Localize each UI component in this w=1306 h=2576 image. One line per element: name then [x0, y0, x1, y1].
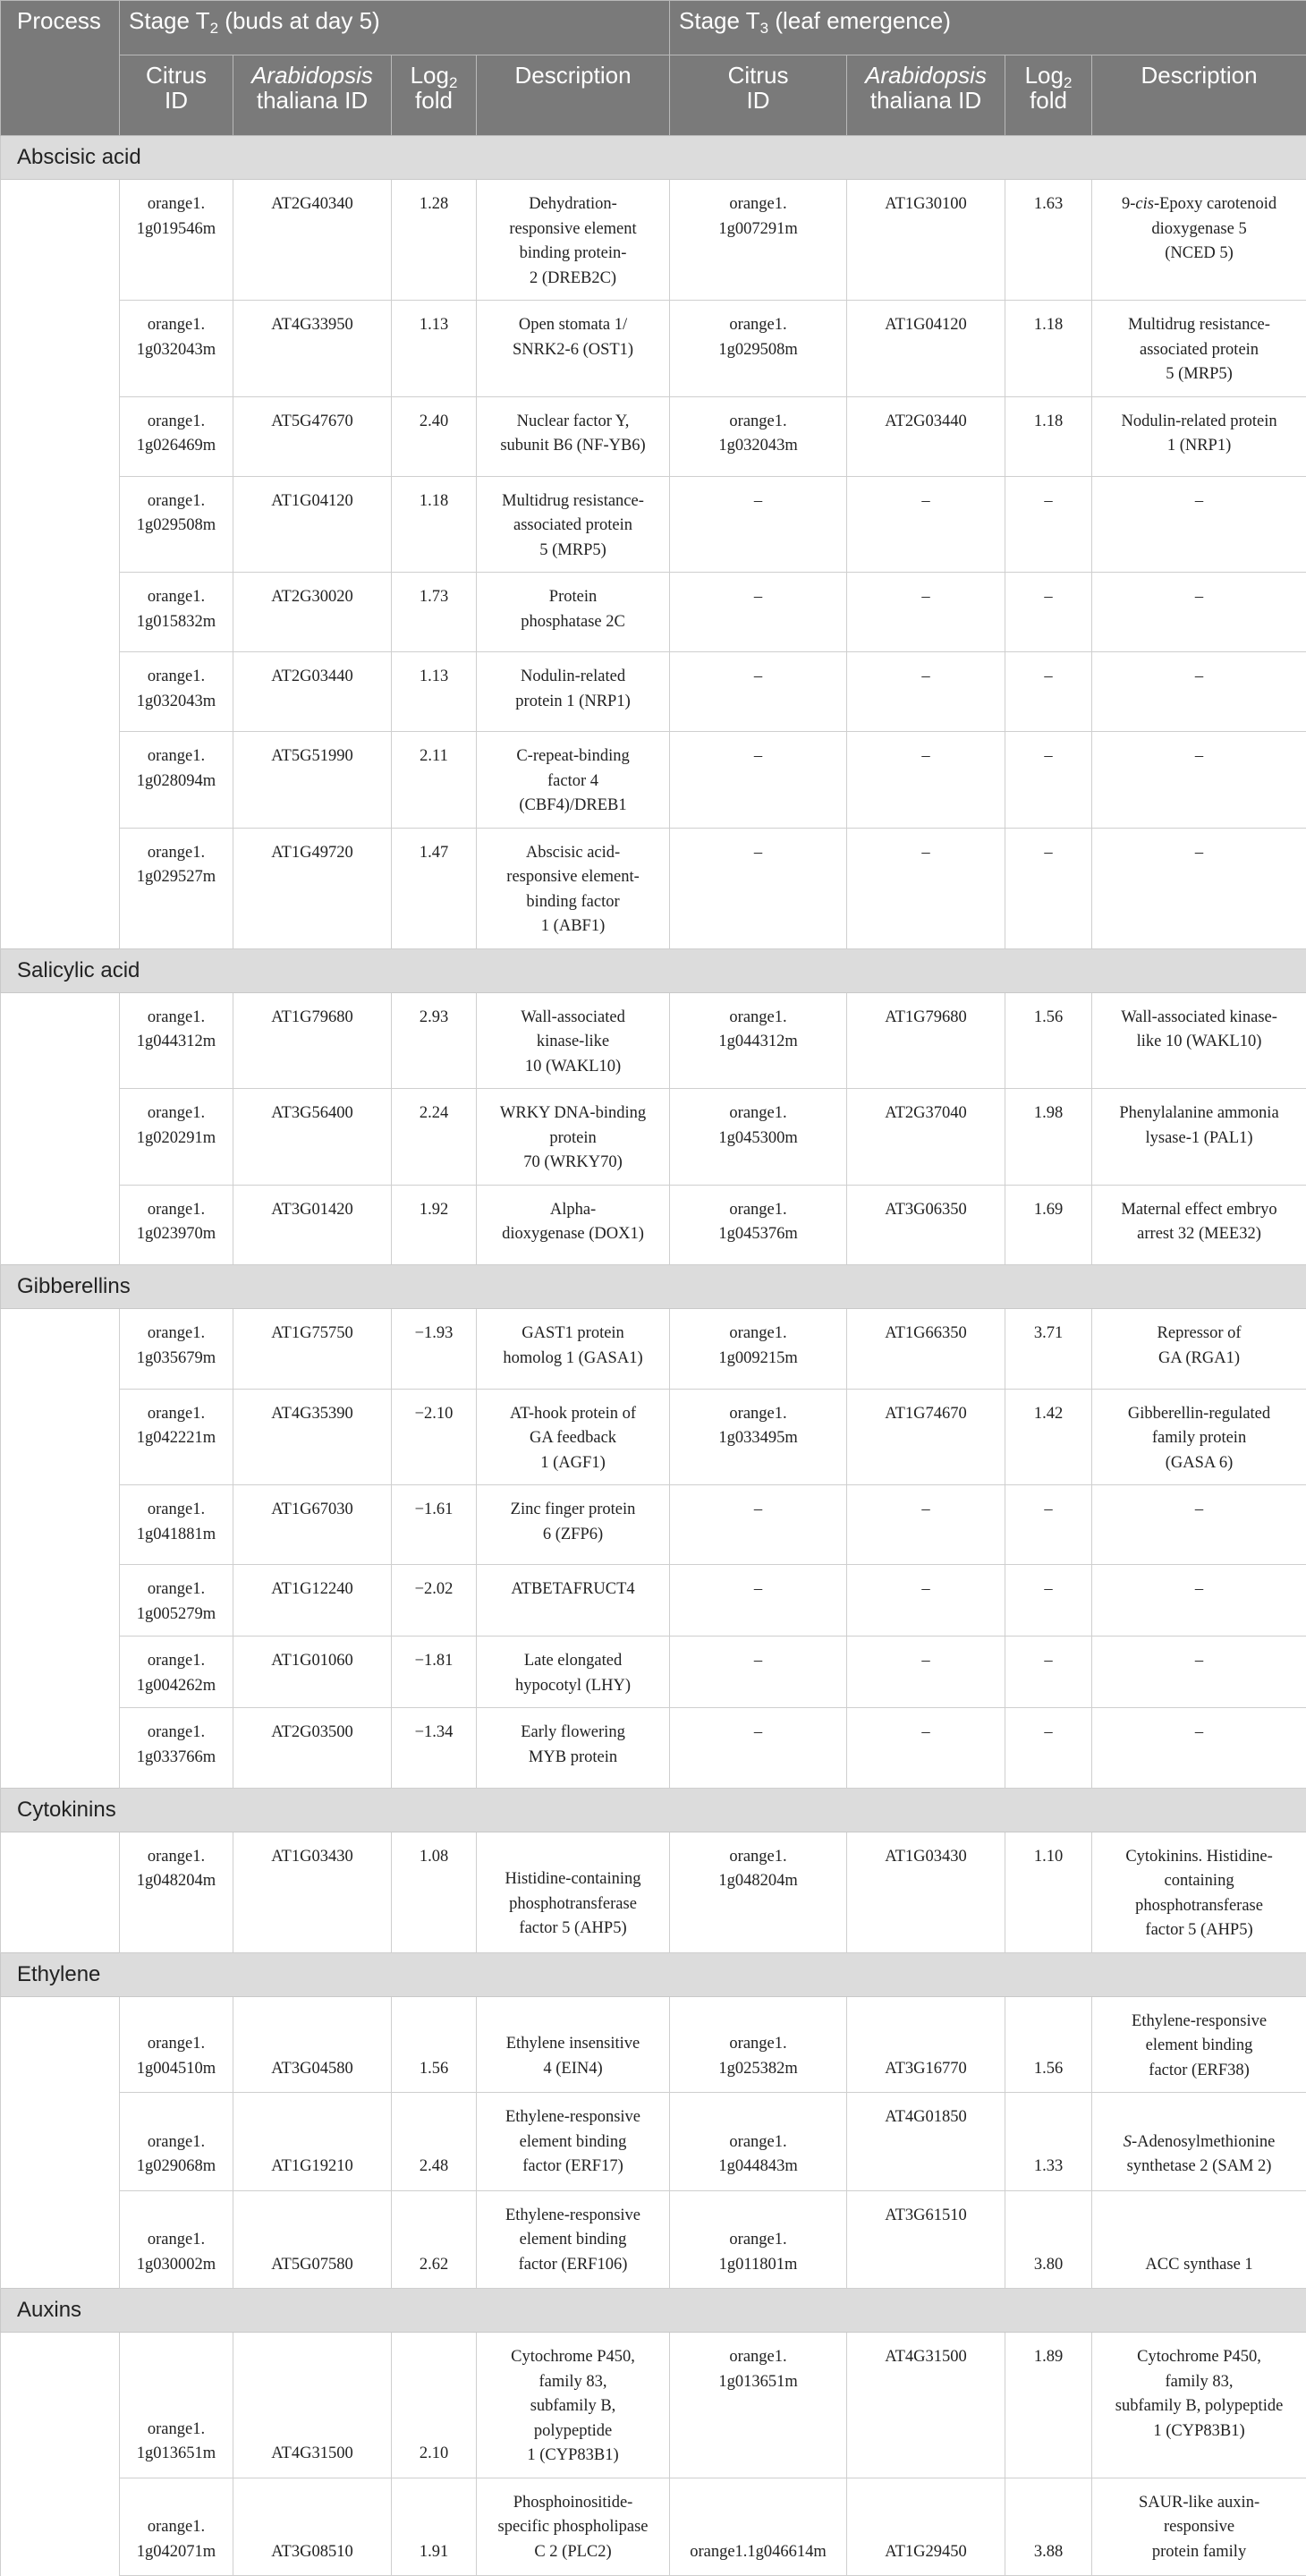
cell-log2-fold-t3: 1.56	[1005, 992, 1092, 1089]
table-body	[1, 136, 1306, 2576]
cell-citrus-id-t2: orange1. 1g029068m	[120, 2093, 233, 2191]
cell-arabidopsis-id-t3: –	[847, 1565, 1005, 1637]
cell-description-t2: GAST1 protein homolog 1 (GASA1)	[477, 1309, 670, 1390]
cell-citrus-id-t3: –	[670, 1637, 847, 1708]
cell-citrus-id-t2: orange1. 1g004510m	[120, 1996, 233, 2093]
cell-log2-fold-t2: 1.28	[392, 180, 477, 301]
cell-citrus-id-t3: –	[670, 828, 847, 948]
cell-log2-fold-t2: 1.92	[392, 1185, 477, 1265]
section-ck	[1, 1788, 1306, 1832]
cell-citrus-id-t2: orange1. 1g004262m	[120, 1637, 233, 1708]
cell-description-t2: Cytochrome P450, family 83, subfamily B, polypeptide 1 (CYP83B1)	[477, 2333, 670, 2478]
cell-log2-fold-t2: 2.10	[392, 2333, 477, 2478]
cell-log2-fold-t3: –	[1005, 476, 1092, 573]
cell-arabidopsis-id-t3: AT1G66350	[847, 1309, 1005, 1390]
cell-arabidopsis-id-t2: AT3G56400	[233, 1089, 392, 1186]
cell-log2-fold-t3: 1.33	[1005, 2093, 1092, 2191]
cell-citrus-id-t3: orange1. 1g045300m	[670, 1089, 847, 1186]
cell-description-t2: WRKY DNA-binding protein 70 (WRKY70)	[477, 1089, 670, 1186]
cell-arabidopsis-id-t2: AT5G07580	[233, 2190, 392, 2289]
cell-arabidopsis-id-t2: AT3G04580	[233, 1996, 392, 2093]
process-cell	[1, 1389, 120, 1485]
table-row	[1, 2333, 1306, 2478]
table-row	[1, 2190, 1306, 2289]
cell-description-t2: Nodulin-related protein 1 (NRP1)	[477, 652, 670, 732]
cell-log2-fold-t2: 1.73	[392, 573, 477, 652]
cell-citrus-id-t2: orange1. 1g020291m	[120, 1089, 233, 1186]
table-row	[1, 1832, 1306, 1952]
section-aux	[1, 2289, 1306, 2333]
cell-description-t2: Ethylene insensitive 4 (EIN4)	[477, 1996, 670, 2093]
section-aba	[1, 136, 1306, 180]
cell-citrus-id-t2: orange1. 1g029508m	[120, 476, 233, 573]
header-process: Process	[1, 1, 120, 136]
cell-description-t2: Protein phosphatase 2C	[477, 573, 670, 652]
cell-citrus-id-t2: orange1. 1g019546m	[120, 180, 233, 301]
cell-citrus-id-t3: orange1. 1g009215m	[670, 1309, 847, 1390]
cell-arabidopsis-id-t3: AT3G06350	[847, 1185, 1005, 1265]
cell-citrus-id-t3: orange1. 1g044312m	[670, 992, 847, 1089]
cell-log2-fold-t2: 2.40	[392, 396, 477, 476]
cell-description-t2: Abscisic acid- responsive element- binding factor 1 (ABF1)	[477, 828, 670, 948]
cell-log2-fold-t3: –	[1005, 652, 1092, 732]
cell-citrus-id-t3: –	[670, 1708, 847, 1789]
cell-arabidopsis-id-t3: AT3G16770	[847, 1996, 1005, 2093]
cell-description-t3: –	[1092, 828, 1306, 948]
cell-description-t2: Multidrug resistance- associated protein 5 (MRP5)	[477, 476, 670, 573]
cell-arabidopsis-id-t2: AT2G03440	[233, 652, 392, 732]
cell-description-t3: –	[1092, 1565, 1306, 1637]
cell-citrus-id-t2: orange1. 1g023970m	[120, 1185, 233, 1265]
process-cell	[1, 2478, 120, 2576]
table-row	[1, 301, 1306, 397]
cell-description-t3: –	[1092, 1637, 1306, 1708]
process-cell	[1, 573, 120, 652]
cell-citrus-id-t3: orange1. 1g033495m	[670, 1389, 847, 1485]
cell-citrus-id-t2: orange1. 1g030002m	[120, 2190, 233, 2289]
section-label: Cytokinins	[1, 1788, 1306, 1832]
cell-log2-fold-t2: 1.18	[392, 476, 477, 573]
cell-description-t3: Ethylene-responsive element binding factor (ERF38)	[1092, 1996, 1306, 2093]
cell-arabidopsis-id-t2: AT1G79680	[233, 992, 392, 1089]
cell-log2-fold-t3: 1.18	[1005, 396, 1092, 476]
cell-description-t2: AT-hook protein of GA feedback 1 (AGF1)	[477, 1389, 670, 1485]
cell-citrus-id-t3: orange1. 1g048204m	[670, 1832, 847, 1952]
cell-description-t3: Cytokinins. Histidine- containing phosphotransferase factor 5 (AHP5)	[1092, 1832, 1306, 1952]
cell-arabidopsis-id-t3: AT3G61510	[847, 2190, 1005, 2289]
cell-citrus-id-t3: –	[670, 476, 847, 573]
cell-log2-fold-t2: 2.48	[392, 2093, 477, 2191]
cell-log2-fold-t2: 1.13	[392, 652, 477, 732]
table-row	[1, 1309, 1306, 1390]
cell-arabidopsis-id-t2: AT2G03500	[233, 1708, 392, 1789]
table-row	[1, 573, 1306, 652]
cell-description-t2: Ethylene-responsive element binding factor (ERF17)	[477, 2093, 670, 2191]
cell-arabidopsis-id-t3: AT1G03430	[847, 1832, 1005, 1952]
table-header	[1, 1, 1306, 136]
section-label: Salicylic acid	[1, 948, 1306, 992]
table-row	[1, 476, 1306, 573]
cell-description-t3: 9-cis-Epoxy carotenoid dioxygenase 5 (NCED 5)	[1092, 180, 1306, 301]
cell-log2-fold-t2: −2.02	[392, 1565, 477, 1637]
table-row	[1, 1089, 1306, 1186]
cell-description-t3: Wall-associated kinase- like 10 (WAKL10)	[1092, 992, 1306, 1089]
cell-description-t2: C-repeat-binding factor 4 (CBF4)/DREB1	[477, 732, 670, 829]
process-cell	[1, 2093, 120, 2191]
cell-arabidopsis-id-t3: AT1G29450	[847, 2478, 1005, 2576]
cell-log2-fold-t3: –	[1005, 1708, 1092, 1789]
process-cell	[1, 2190, 120, 2289]
cell-citrus-id-t3: –	[670, 1565, 847, 1637]
cell-citrus-id-t2: orange1. 1g033766m	[120, 1708, 233, 1789]
process-cell	[1, 1708, 120, 1789]
table-row	[1, 1565, 1306, 1637]
cell-arabidopsis-id-t3: –	[847, 828, 1005, 948]
cell-arabidopsis-id-t2: AT4G35390	[233, 1389, 392, 1485]
cell-description-t2: ATBETAFRUCT4	[477, 1565, 670, 1637]
cell-log2-fold-t3: –	[1005, 732, 1092, 829]
cell-citrus-id-t3: orange1. 1g044843m	[670, 2093, 847, 2191]
cell-log2-fold-t3: 3.71	[1005, 1309, 1092, 1390]
cell-description-t2: Wall-associated kinase-like 10 (WAKL10)	[477, 992, 670, 1089]
cell-log2-fold-t2: 1.91	[392, 2478, 477, 2576]
cell-arabidopsis-id-t2: AT1G19210	[233, 2093, 392, 2191]
cell-log2-fold-t3: –	[1005, 828, 1092, 948]
table-row	[1, 1996, 1306, 2093]
table-row	[1, 652, 1306, 732]
cell-log2-fold-t3: 1.42	[1005, 1389, 1092, 1485]
cell-citrus-id-t2: orange1. 1g029527m	[120, 828, 233, 948]
cell-arabidopsis-id-t3: –	[847, 732, 1005, 829]
cell-citrus-id-t2: orange1. 1g013651m	[120, 2333, 233, 2478]
cell-arabidopsis-id-t2: AT5G47670	[233, 396, 392, 476]
header-citrus-id-t3: Citrus ID	[670, 55, 847, 136]
cell-description-t3: –	[1092, 1708, 1306, 1789]
cell-citrus-id-t2: orange1. 1g005279m	[120, 1565, 233, 1637]
cell-log2-fold-t3: 1.89	[1005, 2333, 1092, 2478]
cell-description-t3: –	[1092, 476, 1306, 573]
process-cell	[1, 1565, 120, 1637]
header-log2-fold-t2: Log$_2$ fold	[392, 55, 477, 136]
cell-arabidopsis-id-t2: AT4G33950	[233, 301, 392, 397]
cell-arabidopsis-id-t3: AT1G04120	[847, 301, 1005, 397]
section-sa	[1, 948, 1306, 992]
cell-citrus-id-t2: orange1. 1g048204m	[120, 1832, 233, 1952]
header-arabidopsis-id-t3: Arabidopsis thaliana ID	[847, 55, 1005, 136]
cell-description-t3: –	[1092, 1485, 1306, 1565]
cell-arabidopsis-id-t3: AT4G31500	[847, 2333, 1005, 2478]
process-cell	[1, 301, 120, 397]
cell-description-t3: Phenylalanine ammonia lysase-1 (PAL1)	[1092, 1089, 1306, 1186]
process-cell	[1, 652, 120, 732]
cell-arabidopsis-id-t2: AT4G31500	[233, 2333, 392, 2478]
process-cell	[1, 1832, 120, 1952]
table-row	[1, 2093, 1306, 2191]
process-cell	[1, 2333, 120, 2478]
cell-description-t2: Dehydration- responsive element binding protein- 2 (DREB2C)	[477, 180, 670, 301]
header-arabidopsis-id-t2: Arabidopsis thaliana ID	[233, 55, 392, 136]
cell-description-t3: Nodulin-related protein 1 (NRP1)	[1092, 396, 1306, 476]
cell-log2-fold-t2: 2.93	[392, 992, 477, 1089]
cell-description-t2: Alpha- dioxygenase (DOX1)	[477, 1185, 670, 1265]
cell-description-t3: Cytochrome P450, family 83, subfamily B, polypeptide 1 (CYP83B1)	[1092, 2333, 1306, 2478]
cell-description-t3: Maternal effect embryo arrest 32 (MEE32)	[1092, 1185, 1306, 1265]
table-row	[1, 2478, 1306, 2576]
cell-log2-fold-t2: −1.61	[392, 1485, 477, 1565]
cell-citrus-id-t2: orange1. 1g032043m	[120, 301, 233, 397]
cell-log2-fold-t2: −1.81	[392, 1637, 477, 1708]
cell-arabidopsis-id-t3: –	[847, 573, 1005, 652]
cell-description-t2: Late elongated hypocotyl (LHY)	[477, 1637, 670, 1708]
cell-description-t3: –	[1092, 732, 1306, 829]
cell-log2-fold-t3: –	[1005, 1485, 1092, 1565]
cell-arabidopsis-id-t2: AT2G40340	[233, 180, 392, 301]
process-cell	[1, 180, 120, 301]
cell-log2-fold-t2: −2.10	[392, 1389, 477, 1485]
cell-citrus-id-t2: orange1. 1g026469m	[120, 396, 233, 476]
cell-arabidopsis-id-t3: AT1G79680	[847, 992, 1005, 1089]
cell-description-t3: Gibberellin-regulated family protein (GASA 6)	[1092, 1389, 1306, 1485]
cell-log2-fold-t3: 1.56	[1005, 1996, 1092, 2093]
cell-arabidopsis-id-t2: AT1G01060	[233, 1637, 392, 1708]
process-cell	[1, 1309, 120, 1390]
section-label: Auxins	[1, 2289, 1306, 2333]
table-row	[1, 396, 1306, 476]
cell-description-t2: Nuclear factor Y, subunit B6 (NF-YB6)	[477, 396, 670, 476]
cell-log2-fold-t3: –	[1005, 573, 1092, 652]
cell-citrus-id-t3: orange1. 1g013651m	[670, 2333, 847, 2478]
cell-log2-fold-t3: 1.69	[1005, 1185, 1092, 1265]
cell-arabidopsis-id-t3: –	[847, 652, 1005, 732]
cell-log2-fold-t2: 1.13	[392, 301, 477, 397]
cell-log2-fold-t3: –	[1005, 1565, 1092, 1637]
cell-log2-fold-t2: 2.11	[392, 732, 477, 829]
cell-citrus-id-t3: orange1. 1g011801m	[670, 2190, 847, 2289]
cell-description-t2: Ethylene-responsive element binding factor (ERF106)	[477, 2190, 670, 2289]
process-cell	[1, 1089, 120, 1186]
cell-log2-fold-t2: 1.56	[392, 1996, 477, 2093]
cell-citrus-id-t2: orange1. 1g041881m	[120, 1485, 233, 1565]
cell-citrus-id-t3: orange1. 1g032043m	[670, 396, 847, 476]
cell-citrus-id-t2: orange1. 1g032043m	[120, 652, 233, 732]
section-label: Gibberellins	[1, 1265, 1306, 1309]
cell-description-t3: Multidrug resistance- associated protein 5 (MRP5)	[1092, 301, 1306, 397]
cell-log2-fold-t3: 1.63	[1005, 180, 1092, 301]
cell-citrus-id-t2: orange1. 1g035679m	[120, 1309, 233, 1390]
cell-citrus-id-t3: –	[670, 732, 847, 829]
header-stage-t2: Stage $T_2$ (buds at day 5)	[120, 1, 670, 55]
section-label: Ethylene	[1, 1952, 1306, 1996]
cell-citrus-id-t3: orange1. 1g007291m	[670, 180, 847, 301]
cell-citrus-id-t2: orange1. 1g042071m	[120, 2478, 233, 2576]
cell-log2-fold-t3: –	[1005, 1637, 1092, 1708]
cell-log2-fold-t2: 2.62	[392, 2190, 477, 2289]
cell-citrus-id-t3: –	[670, 652, 847, 732]
header-description-t3: Description	[1092, 55, 1306, 136]
cell-arabidopsis-id-t2: AT2G30020	[233, 573, 392, 652]
cell-arabidopsis-id-t3: AT2G37040	[847, 1089, 1005, 1186]
cell-citrus-id-t2: orange1. 1g028094m	[120, 732, 233, 829]
process-cell	[1, 1185, 120, 1265]
cell-arabidopsis-id-t3: –	[847, 476, 1005, 573]
cell-arabidopsis-id-t3: –	[847, 1708, 1005, 1789]
table-row	[1, 1389, 1306, 1485]
table-row	[1, 1185, 1306, 1265]
cell-arabidopsis-id-t2: AT3G01420	[233, 1185, 392, 1265]
table-row	[1, 1708, 1306, 1789]
cell-log2-fold-t2: −1.34	[392, 1708, 477, 1789]
cell-arabidopsis-id-t3: –	[847, 1485, 1005, 1565]
table-row	[1, 992, 1306, 1089]
header-citrus-id-t2: Citrus ID	[120, 55, 233, 136]
cell-arabidopsis-id-t3: AT1G74670	[847, 1389, 1005, 1485]
cell-log2-fold-t3: 1.18	[1005, 301, 1092, 397]
process-cell	[1, 1485, 120, 1565]
cell-arabidopsis-id-t3: AT1G30100	[847, 180, 1005, 301]
cell-arabidopsis-id-t2: AT1G75750	[233, 1309, 392, 1390]
cell-log2-fold-t3: 1.10	[1005, 1832, 1092, 1952]
cell-log2-fold-t2: −1.93	[392, 1309, 477, 1390]
header-log2-fold-t3: Log$_2$ fold	[1005, 55, 1092, 136]
cell-description-t3: –	[1092, 573, 1306, 652]
cell-log2-fold-t2: 1.47	[392, 828, 477, 948]
cell-citrus-id-t3: orange1. 1g029508m	[670, 301, 847, 397]
cell-description-t3: S-Adenosylmethionine synthetase 2 (SAM 2)	[1092, 2093, 1306, 2191]
header-description-t2: Description	[477, 55, 670, 136]
cell-citrus-id-t2: orange1. 1g044312m	[120, 992, 233, 1089]
cell-citrus-id-t3: orange1. 1g045376m	[670, 1185, 847, 1265]
process-cell	[1, 992, 120, 1089]
cell-arabidopsis-id-t2: AT1G03430	[233, 1832, 392, 1952]
cell-arabidopsis-id-t2: AT1G12240	[233, 1565, 392, 1637]
cell-log2-fold-t3: 3.80	[1005, 2190, 1092, 2289]
cell-citrus-id-t3: orange1.1g046614m	[670, 2478, 847, 2576]
process-cell	[1, 1637, 120, 1708]
table-row	[1, 1637, 1306, 1708]
process-cell	[1, 732, 120, 829]
cell-log2-fold-t2: 2.24	[392, 1089, 477, 1186]
cell-arabidopsis-id-t3: –	[847, 1637, 1005, 1708]
cell-citrus-id-t3: –	[670, 573, 847, 652]
cell-arabidopsis-id-t2: AT1G04120	[233, 476, 392, 573]
cell-description-t2: Early flowering MYB protein	[477, 1708, 670, 1789]
process-cell	[1, 828, 120, 948]
cell-citrus-id-t2: orange1. 1g015832m	[120, 573, 233, 652]
cell-citrus-id-t3: –	[670, 1485, 847, 1565]
cell-description-t2: Phosphoinositide- specific phospholipase C 2 (PLC2)	[477, 2478, 670, 2576]
section-ga	[1, 1265, 1306, 1309]
cell-description-t3: –	[1092, 652, 1306, 732]
cell-log2-fold-t3: 1.98	[1005, 1089, 1092, 1186]
cell-arabidopsis-id-t2: AT3G08510	[233, 2478, 392, 2576]
cell-arabidopsis-id-t2: AT1G67030	[233, 1485, 392, 1565]
cell-description-t3: SAUR-like auxin- responsive protein family	[1092, 2478, 1306, 2576]
table-row	[1, 1485, 1306, 1565]
cell-arabidopsis-id-t3: AT2G03440	[847, 396, 1005, 476]
cell-description-t2: Zinc finger protein 6 (ZFP6)	[477, 1485, 670, 1565]
cell-citrus-id-t2: orange1. 1g042221m	[120, 1389, 233, 1485]
cell-citrus-id-t3: orange1. 1g025382m	[670, 1996, 847, 2093]
cell-description-t2: Histidine-containing phosphotransferase factor 5 (AHP5)	[477, 1832, 670, 1952]
process-cell	[1, 476, 120, 573]
table-row	[1, 732, 1306, 829]
cell-description-t3: ACC synthase 1	[1092, 2190, 1306, 2289]
process-cell	[1, 396, 120, 476]
cell-description-t2: Open stomata 1/ SNRK2-6 (OST1)	[477, 301, 670, 397]
section-et	[1, 1952, 1306, 1996]
header-stage-t3: Stage $T_3$ (leaf emergence)	[670, 1, 1306, 55]
cell-arabidopsis-id-t2: AT1G49720	[233, 828, 392, 948]
cell-log2-fold-t3: 3.88	[1005, 2478, 1092, 2576]
cell-arabidopsis-id-t3: AT4G01850	[847, 2093, 1005, 2191]
cell-arabidopsis-id-t2: AT5G51990	[233, 732, 392, 829]
process-cell	[1, 1996, 120, 2093]
cell-log2-fold-t2: 1.08	[392, 1832, 477, 1952]
cell-description-t3: Repressor of GA (RGA1)	[1092, 1309, 1306, 1390]
section-label: Abscisic acid	[1, 136, 1306, 180]
table-row	[1, 180, 1306, 301]
table-row	[1, 828, 1306, 948]
